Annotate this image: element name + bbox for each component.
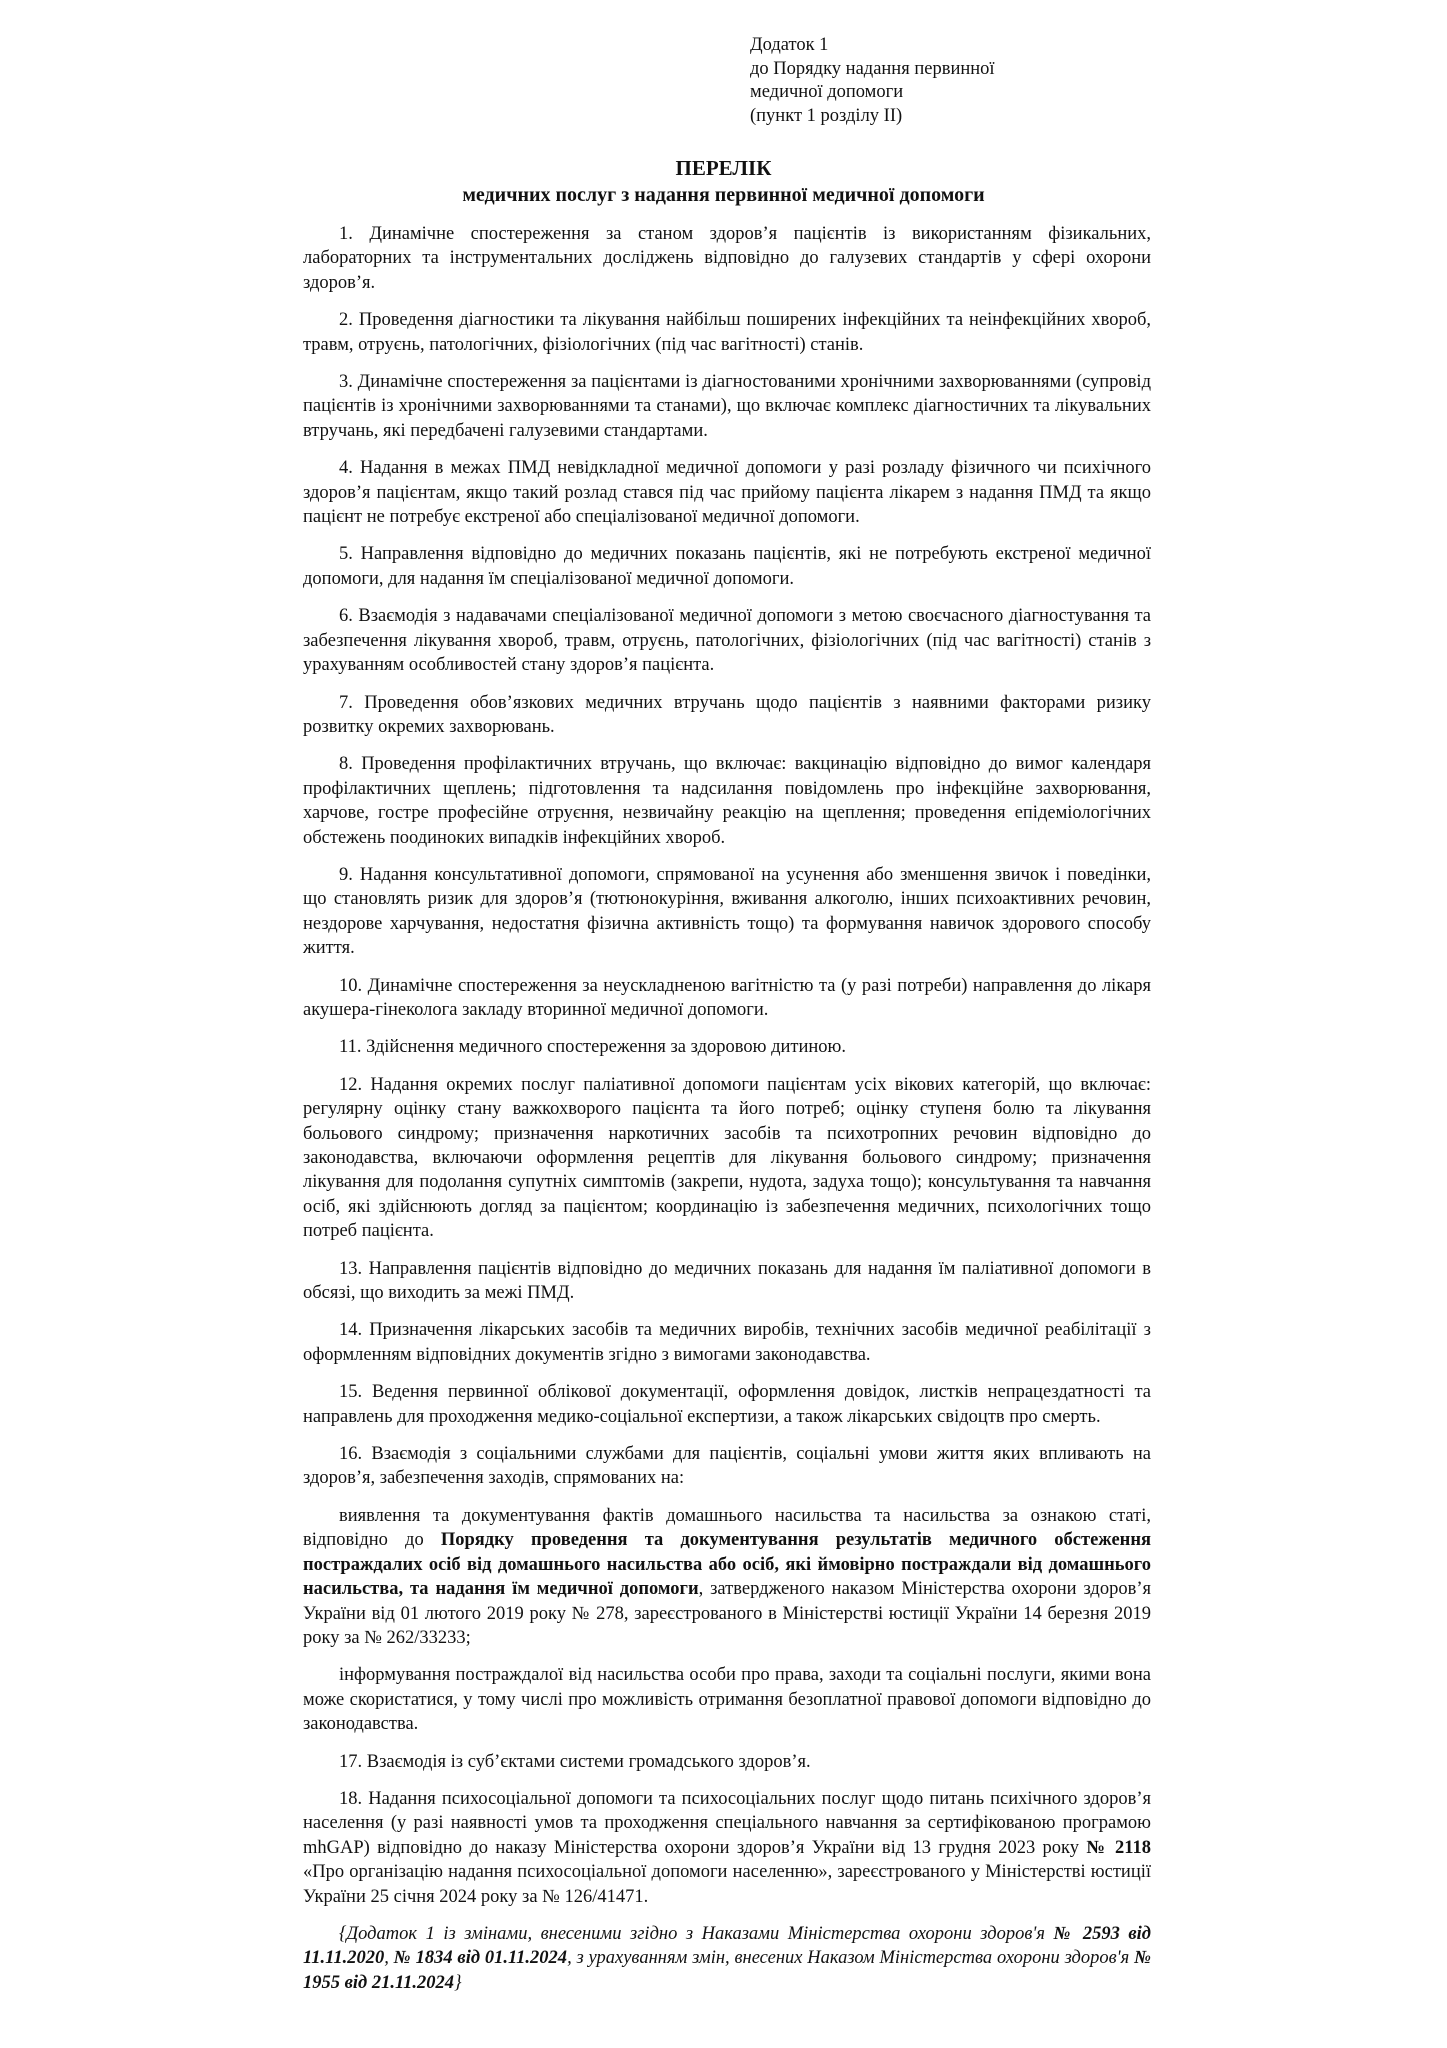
subitem-a-text-start: виявлення та документування фактів домашнього насильства та насильства за ознакою статі, відповідно до [303, 1505, 1151, 1551]
list-item-5: 5. Направлення відповідно до медичних показань пацієнтів, які не потребують екстреної медичної допомоги, для надання їм спеціалізованої медичної допомоги. [303, 544, 1151, 589]
list-item-3: 3. Динамічне спостереження за пацієнтами із діагностованими хронічними захворюваннями (супровід пацієнтів із хронічними захворюваннями та станами), що включає комплекс діагностичних та лікувальних втручань, які передбачені галузевими стандартами. [303, 372, 1151, 441]
list-item-16-subitem-b: інформування постраждалої від насильства особи про права, заходи та соціальні послуги, якими вона може скористатися, у тому числі про можливість отримання безоплатної правової допомоги відповідно до законодавства. [303, 1665, 1151, 1735]
list-item-2: 2. Проведення діагностики та лікування найбільш поширених інфекційних та неінфекційних хвороб, травм, отруєнь, патологічних, фізіологічних (під час вагітності) станів. [303, 310, 1151, 355]
annex-line-4: (пункт 1 розділу ІІ) [750, 105, 903, 126]
list-item-12: 12. Надання окремих послуг паліативної допомоги пацієнтам усіх вікових категорій, що включає: регулярну оцінку стану важкохворого пацієнта та його потреб; оцінку ступеня болю та лікування больового синдрому; призначення наркотичних засобів та психотропних речовин відповідно до законодавства, включаючи оформлення рецептів для лікування больового синдрому; призначення лікування для подолання супутніх симптомів (закрепи, нудота, задуха тощо); консультування та навчання осіб, які здійснюють догляд за пацієнтом; координацію із забезпечення медичних, психологічних тощо потреб пацієнта. [303, 1074, 1151, 1242]
list-item-6: 6. Взаємодія з надавачами спеціалізованої медичної допомоги з метою своєчасного діагностування та забезпечення лікування хвороб, травм, отруєнь, патологічних, фізіологічних (під час вагітності) станів з урахуванням особливостей стану здоров’я пацієнта. [303, 606, 1151, 676]
services-list [303, 222, 1151, 2008]
amendment-note [303, 1922, 1151, 1995]
list-item-16-subitem-a [303, 1504, 1151, 1650]
note-text-middle: , з урахуванням змін, внесених Наказом Міністерства охорони здоров'я [567, 1948, 1135, 1969]
item-18-text-end: «Про організацію надання психосоціальної допомоги населенню», зареєстрованого у Міністерстві юстиції України 25 січня 2024 року за № 126/41471. [303, 1862, 1151, 1907]
list-item-10: 10. Динамічне спостереження за неускладненою вагітністю та (у разі потреби) направлення до лікаря акушера-гінеколога закладу вторинної медичної допомоги. [303, 975, 1151, 1020]
order-1834-link[interactable]: № 1834 від 01.11.2024 [393, 1948, 568, 1969]
title-subtitle: медичних послуг з надання первинної медичної допомоги [462, 184, 985, 206]
list-item-13: 13. Направлення пацієнтів відповідно до медичних показань для надання їм паліативної допомоги в обсязі, що виходить за межі ПМД. [303, 1258, 1151, 1304]
list-item-7: 7. Проведення обов’язкових медичних втручань щодо пацієнтів з наявними факторами ризику розвитку окремих захворювань. [303, 692, 1151, 737]
document-title [0, 154, 1447, 209]
order-2118-link[interactable]: № 2118 [1086, 1837, 1151, 1858]
list-item-16: 16. Взаємодія з соціальними службами для пацієнтів, соціальні умови життя яких впливають на здоров’я, забезпечення заходів, спрямованих на: [303, 1444, 1151, 1489]
procedure-link[interactable]: Порядку проведення та документування результатів медичного обстеження постраждалих осіб від домашнього насильства або осіб, які ймовірно постраждали від домашнього насильства, та надання їм медичної допомоги [303, 1530, 1151, 1600]
list-item-1: 1. Динамічне спостереження за станом здоров’я пацієнтів із використанням фізикальних, лабораторних та інструментальних досліджень відповідно до галузевих стандартів у сфері охорони здоров’я. [303, 224, 1151, 293]
annex-line-1: Додаток 1 [750, 35, 829, 55]
order-1955-link[interactable]: № 1955 від 21.11.2024 [303, 1948, 1151, 1993]
list-item-9: 9. Надання консультативної допомоги, спрямованої на усунення або зменшення звичок і поведінки, що становлять ризик для здоров’я (тютюнокуріння, вживання алкоголю, інших психоактивних речовин, нездорове харчування, недостатня фізична активність тощо) та формування навичок здорового способу життя. [303, 864, 1151, 959]
note-text-start: {Додаток 1 із змінами, внесеними згідно з Наказами Міністерства охорони здоров'я [339, 1923, 1054, 1944]
list-item-18 [303, 1787, 1151, 1909]
list-item-15: 15. Ведення первинної облікової документації, оформлення довідок, листків непрацездатності та направлень для проходження медико-соціальної експертизи, а також лікарських свідоцтв про смерть. [303, 1382, 1151, 1427]
annex-line-3: медичної допомоги [750, 82, 904, 102]
list-item-4: 4. Надання в межах ПМД невідкладної медичної допомоги у разі розладу фізичного чи психічного здоров’я пацієнтам, якщо такий розлад стався під час прийому пацієнта лікарем з надання ПМД та якщо пацієнт не потребує екстреної або спеціалізованої медичної допомоги. [303, 458, 1151, 528]
list-item-14: 14. Призначення лікарських засобів та медичних виробів, технічних засобів медичної реабілітації з оформленням відповідних документів згідно з вимогами законодавства. [303, 1320, 1151, 1365]
annex-header [750, 34, 1190, 128]
note-separator: , [384, 1948, 394, 1969]
annex-line-2: до Порядку надання первинної [750, 58, 995, 79]
item-18-text-start: 18. Надання психосоціальної допомоги та психосоціальних послуг щодо питань психічного здоров’я населення (у разі наявності умов та проходження спеціального навчання за сертифікованою програмою mhGAP) відповідно до наказу Міністерства охорони здоров’я України від 13 грудня 2023 року [303, 1788, 1151, 1858]
note-text-end: } [454, 1972, 462, 1993]
list-item-11: 11. Здійснення медичного спостереження за здоровою дитиною. [339, 1037, 846, 1058]
order-2593-link[interactable]: № 2593 від 11.11.2020 [303, 1923, 1151, 1969]
title-main: ПЕРЕЛІК [675, 156, 772, 180]
list-item-8: 8. Проведення профілактичних втручань, що включає: вакцинацію відповідно до вимог календаря профілактичних щеплень; підготовлення та надсилання повідомлень про інфекційне захворювання, харчове, гостре професійне отруєння, незвичайну реакцію на щеплення; проведення епідеміологічних обстежень поодиноких випадків інфекційних хвороб. [303, 754, 1151, 848]
list-item-17: 17. Взаємодія із суб’єктами системи громадського здоров’я. [339, 1751, 811, 1772]
subitem-a-text-end: , затвердженого наказом Міністерства охорони здоров’я України від 01 лютого 2019 року № 278, зареєстрованого в Міністерстві юстиції України 14 березня 2019 року за № 262/33233; [303, 1579, 1151, 1648]
